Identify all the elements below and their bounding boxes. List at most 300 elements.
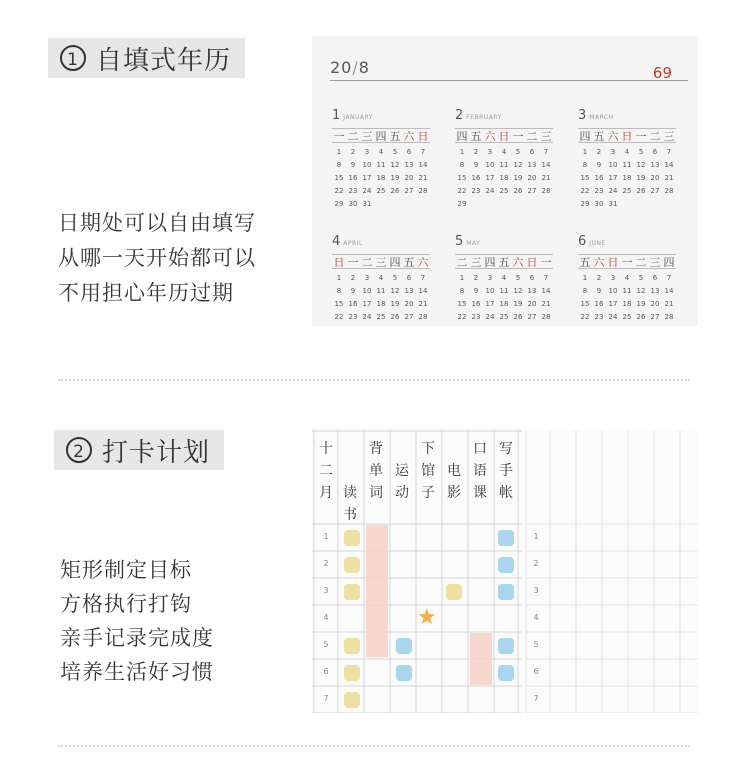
header-char: 子	[421, 485, 435, 501]
day-number: 3	[364, 274, 370, 282]
day-number: 9	[350, 161, 356, 169]
day-number: 17	[485, 300, 495, 308]
month-number: 4	[332, 234, 341, 249]
weekday-label: 六	[417, 256, 429, 269]
calendar-divider	[330, 80, 688, 81]
calendar-month	[332, 108, 444, 211]
weekday-row	[455, 254, 567, 269]
day-number: 18	[499, 174, 509, 182]
day-number: 11	[376, 161, 386, 169]
day-number: 1	[459, 274, 465, 282]
day-number: 25	[499, 313, 509, 321]
weekday-label: 四	[456, 130, 468, 143]
day-number: 19	[513, 300, 523, 308]
day-number: 4	[501, 274, 507, 282]
day-number: 9	[350, 287, 356, 295]
calendar-month	[578, 234, 690, 324]
day-number: 10	[485, 287, 495, 295]
day-number: 13	[527, 161, 537, 169]
habit-column-header	[416, 438, 440, 504]
day-number: 23	[348, 313, 358, 321]
weekday-label: 三	[375, 256, 387, 269]
desc-line: 培养生活好习惯	[60, 660, 214, 684]
day-number: 28	[418, 313, 428, 321]
weekday-label: 六	[512, 256, 524, 269]
row-number: 4	[533, 613, 539, 622]
header-char: 十	[319, 441, 333, 457]
habit-column-header	[468, 438, 492, 504]
weekday-label: 日	[333, 256, 345, 269]
star-sticker-icon: ★	[417, 605, 437, 630]
day-number: 9	[473, 287, 479, 295]
day-number: 15	[580, 174, 590, 182]
day-number: 18	[376, 300, 386, 308]
day-number: 18	[376, 174, 386, 182]
day-grid	[332, 146, 444, 211]
section-2-description	[60, 553, 214, 689]
day-number: 4	[624, 148, 630, 156]
day-number: 24	[362, 187, 372, 195]
header-char	[338, 460, 362, 482]
day-number: 7	[666, 274, 672, 282]
row-number: 2	[533, 559, 539, 568]
day-number: 11	[622, 161, 632, 169]
day-number: 26	[636, 313, 646, 321]
day-number: 12	[390, 287, 400, 295]
weekday-label: 五	[593, 130, 605, 143]
weekday-row	[578, 128, 690, 143]
day-number: 6	[529, 274, 535, 282]
day-number: 2	[350, 274, 356, 282]
day-number: 11	[499, 287, 509, 295]
weekday-label: 五	[579, 256, 591, 269]
day-number: 14	[541, 287, 551, 295]
habit-column-header	[364, 438, 388, 504]
header-char: 下	[421, 441, 435, 457]
day-number: 10	[485, 161, 495, 169]
day-number: 5	[392, 148, 398, 156]
header-char: 手	[499, 463, 513, 479]
day-number: 16	[348, 174, 358, 182]
day-number: 20	[404, 174, 414, 182]
weekday-label: 日	[607, 256, 619, 269]
day-number: 22	[457, 313, 467, 321]
day-number: 3	[487, 148, 493, 156]
day-number: 25	[376, 187, 386, 195]
day-number: 13	[650, 287, 660, 295]
day-number: 16	[594, 300, 604, 308]
day-number: 23	[594, 313, 604, 321]
day-number: 6	[652, 274, 658, 282]
row-number: 5	[323, 640, 329, 649]
day-number: 14	[541, 161, 551, 169]
day-number: 24	[485, 313, 495, 321]
day-number: 9	[596, 161, 602, 169]
day-number: 1	[336, 274, 342, 282]
day-number: 2	[473, 274, 479, 282]
day-number: 2	[350, 148, 356, 156]
habit-column-header	[338, 438, 362, 526]
day-number: 4	[624, 274, 630, 282]
header-char	[338, 438, 362, 460]
header-char: 帐	[499, 485, 513, 501]
day-number: 11	[622, 287, 632, 295]
calendar-year	[330, 58, 370, 77]
weekday-label: 四	[579, 130, 591, 143]
day-number: 14	[418, 287, 428, 295]
check-mark	[344, 692, 360, 708]
month-number: 2	[455, 108, 464, 123]
day-number: 1	[459, 148, 465, 156]
check-mark	[498, 638, 514, 654]
day-number: 13	[404, 287, 414, 295]
month-name: MAY	[466, 240, 481, 247]
day-number: 8	[582, 287, 588, 295]
section-2-title	[54, 430, 224, 470]
habit-column-header	[314, 438, 338, 504]
day-number: 15	[334, 174, 344, 182]
day-number: 10	[362, 287, 372, 295]
header-char: 口	[473, 441, 487, 457]
day-number: 27	[527, 187, 537, 195]
day-number: 26	[390, 313, 400, 321]
day-number: 30	[594, 200, 604, 208]
weekday-label: 五	[470, 130, 482, 143]
day-number: 29	[334, 200, 344, 208]
day-number: 20	[650, 174, 660, 182]
day-number: 8	[459, 161, 465, 169]
day-number: 25	[622, 313, 632, 321]
day-number: 7	[543, 274, 549, 282]
day-number: 27	[404, 187, 414, 195]
weekday-label: 二	[649, 130, 661, 143]
habit-column-header	[442, 438, 466, 504]
day-number: 11	[499, 161, 509, 169]
header-char: 读	[343, 485, 357, 501]
day-number: 20	[527, 174, 537, 182]
check-mark	[498, 530, 514, 546]
weekday-label: 五	[498, 256, 510, 269]
day-number: 15	[457, 300, 467, 308]
month-heading	[332, 108, 444, 126]
check-mark	[498, 584, 514, 600]
day-number: 14	[664, 161, 674, 169]
day-number: 12	[390, 161, 400, 169]
check-mark	[498, 557, 514, 573]
desc-line: 日期处可以自由填写	[58, 211, 256, 235]
day-number: 19	[513, 174, 523, 182]
day-number: 20	[404, 300, 414, 308]
day-grid	[578, 272, 690, 324]
day-number: 22	[334, 313, 344, 321]
day-number: 21	[541, 300, 551, 308]
dotted-divider	[58, 379, 690, 381]
weekday-label: 六	[593, 256, 605, 269]
day-number: 4	[378, 274, 384, 282]
check-mark	[446, 584, 462, 600]
day-number: 8	[459, 287, 465, 295]
day-number: 8	[336, 161, 342, 169]
day-number: 8	[582, 161, 588, 169]
check-mark	[344, 665, 360, 681]
circled-number-1: 1	[60, 45, 86, 71]
day-number: 23	[471, 187, 481, 195]
day-number: 16	[471, 300, 481, 308]
year-suffix: 8	[358, 58, 370, 77]
day-number: 21	[541, 174, 551, 182]
month-heading	[578, 108, 690, 126]
weekday-label: 一	[333, 130, 345, 143]
header-char: 影	[447, 485, 461, 501]
section-1-title-text: 自填式年历	[96, 45, 232, 76]
weekday-label: 四	[663, 256, 675, 269]
section-2-title-text: 打卡计划	[102, 437, 211, 468]
day-number: 9	[596, 287, 602, 295]
row-number: 4	[323, 613, 329, 622]
day-number: 26	[390, 187, 400, 195]
weekday-row	[578, 254, 690, 269]
day-number: 4	[378, 148, 384, 156]
month-name: MARCH	[589, 114, 614, 121]
weekday-label: 一	[540, 256, 552, 269]
day-number: 11	[376, 287, 386, 295]
day-number: 5	[515, 274, 521, 282]
day-number: 28	[418, 187, 428, 195]
day-number: 6	[406, 148, 412, 156]
day-number: 17	[608, 300, 618, 308]
day-number: 23	[471, 313, 481, 321]
month-name: JANUARY	[343, 114, 373, 121]
weekday-label: 一	[635, 130, 647, 143]
weekday-label: 日	[417, 130, 429, 143]
day-number: 7	[420, 148, 426, 156]
weekday-label: 一	[347, 256, 359, 269]
desc-line: 矩形制定目标	[60, 558, 192, 582]
day-number: 27	[650, 187, 660, 195]
header-char: 动	[395, 485, 409, 501]
weekday-label: 一	[621, 256, 633, 269]
day-number: 27	[404, 313, 414, 321]
day-number: 23	[594, 187, 604, 195]
section-1-title	[48, 38, 245, 78]
day-number: 15	[334, 300, 344, 308]
day-number: 25	[622, 187, 632, 195]
month-name: FEBRUARY	[466, 114, 502, 121]
weekday-label: 二	[361, 256, 373, 269]
month-heading	[455, 108, 567, 126]
month-number: 3	[578, 108, 587, 123]
day-number: 6	[529, 148, 535, 156]
day-number: 8	[336, 287, 342, 295]
day-grid	[578, 146, 690, 211]
day-number: 28	[664, 313, 674, 321]
section-1-description	[58, 206, 256, 311]
calendar-month	[578, 108, 690, 211]
calendar-page-number: 69	[652, 64, 672, 82]
day-number: 9	[473, 161, 479, 169]
day-number: 14	[664, 287, 674, 295]
day-number: 20	[650, 300, 660, 308]
month-heading	[455, 234, 567, 252]
month-heading	[578, 234, 690, 252]
header-char: 书	[343, 507, 357, 523]
day-number: 16	[348, 300, 358, 308]
header-char: 月	[319, 485, 333, 501]
day-number: 17	[362, 300, 372, 308]
day-number: 1	[582, 148, 588, 156]
weekday-row	[332, 128, 444, 143]
weekday-label: 三	[649, 256, 661, 269]
day-number: 7	[543, 148, 549, 156]
day-number: 31	[362, 200, 372, 208]
header-char	[442, 438, 466, 460]
weekday-label: 五	[403, 256, 415, 269]
row-number: 2	[323, 559, 329, 568]
day-number: 14	[418, 161, 428, 169]
row-number: 6	[533, 667, 539, 676]
day-number: 13	[650, 161, 660, 169]
day-number: 21	[664, 300, 674, 308]
row-number: 7	[323, 694, 329, 703]
weekday-label: 二	[456, 256, 468, 269]
day-number: 17	[362, 174, 372, 182]
weekday-label: 三	[470, 256, 482, 269]
day-number: 28	[541, 313, 551, 321]
day-number: 29	[457, 200, 467, 208]
weekday-label: 四	[375, 130, 387, 143]
day-number: 16	[471, 174, 481, 182]
day-number: 19	[636, 174, 646, 182]
day-number: 24	[608, 187, 618, 195]
day-number: 3	[610, 274, 616, 282]
weekday-label: 六	[484, 130, 496, 143]
check-mark	[396, 638, 412, 654]
calendar-month	[332, 234, 444, 324]
day-number: 25	[499, 187, 509, 195]
day-number: 7	[666, 148, 672, 156]
day-number: 5	[515, 148, 521, 156]
day-number: 15	[457, 174, 467, 182]
day-number: 20	[527, 300, 537, 308]
day-number: 26	[513, 313, 523, 321]
weekday-label: 日	[526, 256, 538, 269]
calendar-photo	[312, 36, 698, 326]
weekday-label: 日	[621, 130, 633, 143]
day-number: 10	[608, 287, 618, 295]
day-number: 31	[608, 200, 618, 208]
header-char: 二	[319, 463, 333, 479]
weekday-label: 五	[389, 130, 401, 143]
day-number: 23	[348, 187, 358, 195]
day-number: 1	[336, 148, 342, 156]
header-char: 馆	[421, 463, 435, 479]
day-number: 5	[638, 274, 644, 282]
desc-line: 不用担心年历过期	[58, 281, 234, 305]
check-mark	[344, 584, 360, 600]
day-grid	[455, 272, 567, 324]
check-mark	[498, 665, 514, 681]
day-number: 28	[664, 187, 674, 195]
day-number: 3	[364, 148, 370, 156]
day-grid	[455, 146, 567, 211]
calendar-month	[455, 108, 567, 211]
check-mark	[396, 665, 412, 681]
habit-tracker-photo	[312, 430, 698, 713]
day-number: 10	[608, 161, 618, 169]
row-number: 5	[533, 640, 539, 649]
header-char: 语	[473, 463, 487, 479]
day-number: 18	[622, 174, 632, 182]
day-number: 4	[501, 148, 507, 156]
desc-line: 从哪一天开始都可以	[58, 246, 256, 270]
day-number: 19	[636, 300, 646, 308]
header-char: 词	[369, 485, 383, 501]
row-number: 7	[533, 694, 539, 703]
day-number: 12	[513, 287, 523, 295]
month-heading	[332, 234, 444, 252]
dotted-divider	[58, 745, 690, 747]
header-char: 写	[499, 441, 513, 457]
day-number: 22	[580, 187, 590, 195]
day-number: 19	[390, 300, 400, 308]
weekday-row	[332, 254, 444, 269]
weekday-label: 三	[663, 130, 675, 143]
day-number: 21	[418, 174, 428, 182]
day-number: 22	[457, 187, 467, 195]
habit-column-header	[494, 438, 518, 504]
weekday-label: 四	[389, 256, 401, 269]
weekday-label: 日	[498, 130, 510, 143]
day-number: 15	[580, 300, 590, 308]
day-number: 26	[513, 187, 523, 195]
day-number: 26	[636, 187, 646, 195]
year-slash: /	[352, 58, 359, 77]
month-name: JUNE	[589, 240, 606, 247]
header-char: 课	[473, 485, 487, 501]
calendar-month	[455, 234, 567, 324]
day-number: 6	[406, 274, 412, 282]
day-number: 5	[638, 148, 644, 156]
desc-line: 方格执行打钩	[60, 592, 192, 616]
row-number: 3	[533, 586, 539, 595]
day-number: 3	[610, 148, 616, 156]
day-number: 24	[608, 313, 618, 321]
header-char: 电	[447, 463, 461, 479]
day-number: 17	[608, 174, 618, 182]
day-number: 22	[580, 313, 590, 321]
weekday-label: 四	[484, 256, 496, 269]
header-char: 背	[369, 441, 383, 457]
day-number: 5	[392, 274, 398, 282]
day-number: 17	[485, 174, 495, 182]
day-number: 3	[487, 274, 493, 282]
day-number: 6	[652, 148, 658, 156]
row-number: 1	[533, 532, 539, 541]
header-char: 单	[369, 463, 383, 479]
desc-line: 亲手记录完成度	[60, 626, 214, 650]
circled-number-2: 2	[66, 437, 92, 463]
day-number: 22	[334, 187, 344, 195]
day-number: 25	[376, 313, 386, 321]
day-number: 28	[541, 187, 551, 195]
day-number: 30	[348, 200, 358, 208]
row-number: 1	[323, 532, 329, 541]
progress-bar-vocab	[366, 525, 388, 657]
day-number: 13	[527, 287, 537, 295]
day-number: 21	[664, 174, 674, 182]
year-prefix: 20	[330, 58, 353, 77]
day-number: 13	[404, 161, 414, 169]
